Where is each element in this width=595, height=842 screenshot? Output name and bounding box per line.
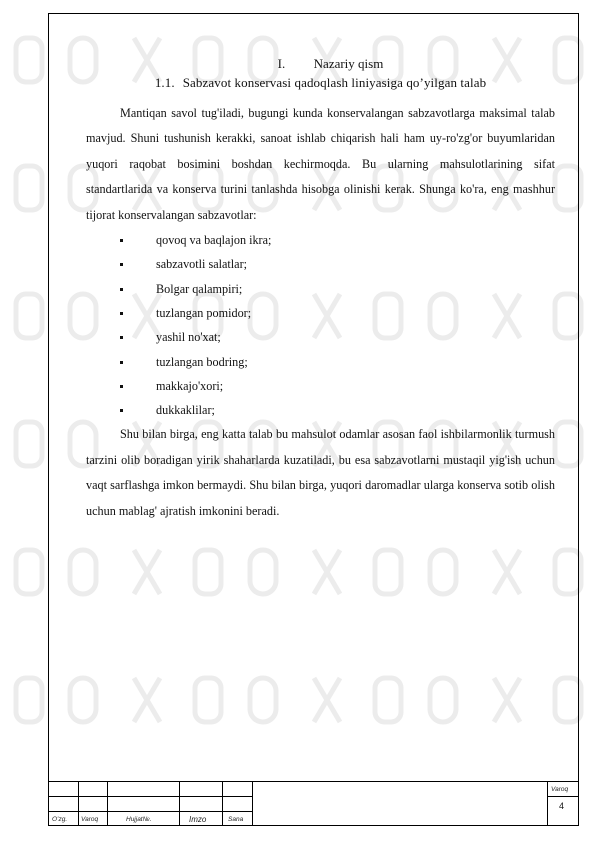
list-item: makkajo'xori; — [86, 374, 555, 398]
col-ozg-label: O’zg. — [52, 816, 68, 823]
bullet-icon — [120, 263, 123, 266]
subsection-number: 1.1. — [154, 75, 175, 90]
bullet-icon — [120, 312, 123, 315]
bullet-icon — [120, 361, 123, 364]
col-hujjat-label: Hujjat№. — [126, 816, 152, 823]
section-title: Nazariy qism — [313, 56, 384, 71]
paragraph-intro: Mantiqan savol tug'iladi, bugungi kunda konservalangan sabzavotlarga maksimal talab mavjud. Shuni tushunish kerakki, sanoat ishlab chiqarish hali ham uy-ro'zg'or buyumlaridan yuqori raqobat bosimini boshdan kechirmoqda. Bu ularning mahsulotlarining sifat standartlarida va konserva turini tanlashda hisobga olinishi kerak. Shunga ko'ra, eng mashhur tijorat konservalangan sabzavotlar: — [86, 106, 555, 222]
list-item: yashil no'xat; — [86, 325, 555, 349]
list-item: tuzlangan bodring; — [86, 350, 555, 374]
sheet-label: Varoq — [551, 786, 569, 793]
paragraph-demand: Shu bilan birga, eng katta talab bu mahsulot odamlar asosan faol ishbilarmonlik turmush tarzini olib boradigan yirik shaharlarda kuzatiladi, bu esa sabzavotlarni mustaqil yig'ish uchun vaqt sarflashga imkon bermaydi. Shu bilan birga, yuqori daromadlar ularga konserva sotib olish uchun mablag' ajratish imkonini beradi. — [86, 427, 555, 518]
subsection-heading — [86, 75, 555, 91]
col-sana-label: Sana — [228, 816, 244, 823]
bullet-icon — [120, 239, 123, 242]
list-item: sabzavotli salatlar; — [86, 252, 555, 276]
list-item: qovoq va baqlajon ikra; — [86, 228, 555, 252]
list-item: tuzlangan pomidor; — [86, 301, 555, 325]
col-varoq-label: Varoq — [81, 816, 99, 823]
bullet-icon — [120, 336, 123, 339]
bullet-icon — [120, 409, 123, 412]
product-list — [86, 228, 555, 422]
title-block — [48, 781, 579, 826]
sheet-number: 4 — [559, 801, 565, 811]
list-item: Bolgar qalampiri; — [86, 277, 555, 301]
section-heading — [106, 56, 555, 72]
col-imzo-label: Imzo — [189, 815, 207, 824]
section-number: I. — [277, 56, 286, 71]
subsection-title: Sabzavot konservasi qadoqlash liniyasiga qo’yilgan talab — [182, 75, 487, 90]
document-body — [86, 56, 555, 524]
list-item: dukkaklilar; — [86, 398, 555, 422]
bullet-icon — [120, 288, 123, 291]
bullet-icon — [120, 385, 123, 388]
